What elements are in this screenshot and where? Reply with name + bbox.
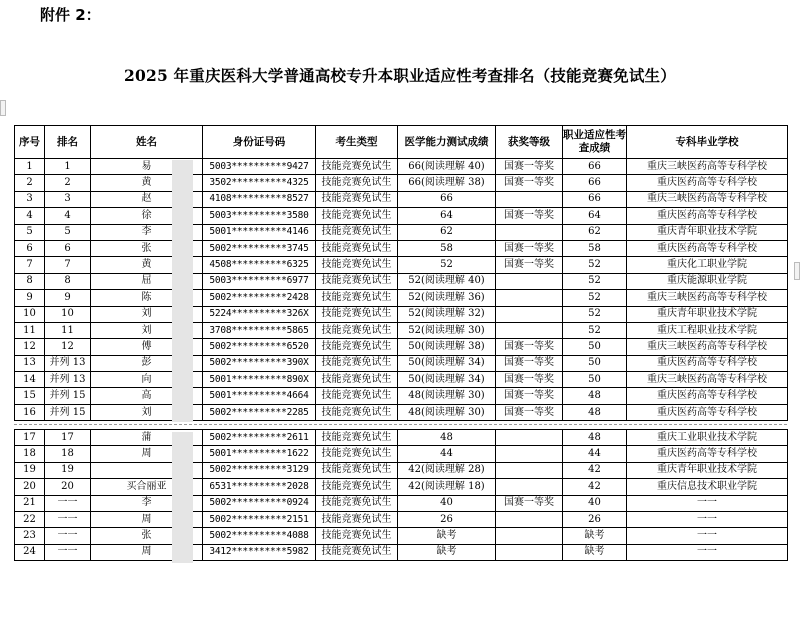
cell-name: 彭	[91, 355, 203, 371]
cell-id-number: 4108**********8527	[203, 191, 316, 207]
cell-college: 重庆青年职业技术学院	[627, 306, 788, 322]
table-row	[15, 355, 788, 371]
cell-medical-test-score: 42(阅读理解 28)	[398, 462, 496, 478]
cell-award-level	[496, 290, 563, 306]
cell-id-number: 4508**********6325	[203, 257, 316, 273]
cell-college: 重庆三峡医药高等专科学校	[627, 339, 788, 355]
cell-candidate-type: 技能竞赛免试生	[316, 355, 398, 371]
cell-candidate-type: 技能竞赛免试生	[316, 257, 398, 273]
table-handle-left[interactable]	[0, 100, 6, 116]
cell-index: 11	[15, 322, 45, 338]
cell-rank: 并列 13	[45, 355, 91, 371]
cell-name: 张	[91, 240, 203, 256]
cell-name: 傅	[91, 339, 203, 355]
cell-id-number: 6531**********2028	[203, 479, 316, 495]
table-row	[15, 273, 788, 289]
cell-candidate-type: 技能竞赛免试生	[316, 544, 398, 560]
cell-college: 重庆医药高等专科学校	[627, 355, 788, 371]
cell-award-level: 国赛一等奖	[496, 388, 563, 404]
cell-vocational-score: 48	[563, 430, 627, 446]
cell-id-number: 5002**********2285	[203, 404, 316, 420]
cell-college: 一一	[627, 511, 788, 527]
table-row	[15, 159, 788, 175]
cell-award-level: 国赛一等奖	[496, 339, 563, 355]
cell-vocational-score: 缺考	[563, 544, 627, 560]
cell-candidate-type: 技能竞赛免试生	[316, 495, 398, 511]
cell-award-level: 国赛一等奖	[496, 175, 563, 191]
cell-candidate-type: 技能竞赛免试生	[316, 240, 398, 256]
cell-index: 7	[15, 257, 45, 273]
cell-award-level: 国赛一等奖	[496, 159, 563, 175]
cell-award-level: 国赛一等奖	[496, 208, 563, 224]
header-college: 专科毕业学校	[627, 126, 788, 159]
cell-index: 16	[15, 404, 45, 420]
cell-id-number: 3708**********5865	[203, 322, 316, 338]
table-row	[15, 404, 788, 420]
cell-award-level: 国赛一等奖	[496, 372, 563, 388]
cell-medical-test-score: 缺考	[398, 544, 496, 560]
cell-index: 17	[15, 430, 45, 446]
cell-vocational-score: 42	[563, 479, 627, 495]
cell-college: 重庆三峡医药高等专科学校	[627, 290, 788, 306]
cell-college: 重庆医药高等专科学校	[627, 240, 788, 256]
cell-rank: 11	[45, 322, 91, 338]
cell-college: 重庆医药高等专科学校	[627, 404, 788, 420]
cell-candidate-type: 技能竞赛免试生	[316, 322, 398, 338]
cell-medical-test-score: 66(阅读理解 38)	[398, 175, 496, 191]
cell-award-level: 国赛一等奖	[496, 240, 563, 256]
cell-college: 重庆医药高等专科学校	[627, 446, 788, 462]
cell-medical-test-score: 62	[398, 224, 496, 240]
cell-award-level	[496, 306, 563, 322]
cell-vocational-score: 50	[563, 355, 627, 371]
cell-name: 黄	[91, 257, 203, 273]
table-row	[15, 495, 788, 511]
cell-index: 5	[15, 224, 45, 240]
table-row	[15, 446, 788, 462]
cell-candidate-type: 技能竞赛免试生	[316, 175, 398, 191]
cell-vocational-score: 48	[563, 404, 627, 420]
cell-college: 重庆医药高等专科学校	[627, 208, 788, 224]
cell-medical-test-score: 50(阅读理解 34)	[398, 372, 496, 388]
cell-name: 刘	[91, 322, 203, 338]
cell-name: 李	[91, 224, 203, 240]
cell-index: 8	[15, 273, 45, 289]
table-row	[15, 306, 788, 322]
header-name: 姓名	[91, 126, 203, 159]
cell-candidate-type: 技能竞赛免试生	[316, 339, 398, 355]
cell-candidate-type: 技能竞赛免试生	[316, 306, 398, 322]
cell-vocational-score: 52	[563, 290, 627, 306]
cell-id-number: 5002**********6520	[203, 339, 316, 355]
header-rank: 排名	[45, 126, 91, 159]
cell-candidate-type: 技能竞赛免试生	[316, 430, 398, 446]
table-row	[15, 388, 788, 404]
cell-name: 李	[91, 495, 203, 511]
cell-candidate-type: 技能竞赛免试生	[316, 511, 398, 527]
cell-award-level	[496, 544, 563, 560]
cell-name: 屈	[91, 273, 203, 289]
cell-index: 18	[15, 446, 45, 462]
cell-name: 张	[91, 528, 203, 544]
cell-rank: 1	[45, 159, 91, 175]
cell-award-level	[496, 273, 563, 289]
cell-vocational-score: 58	[563, 240, 627, 256]
cell-name: 周	[91, 446, 203, 462]
name-redaction-block	[172, 160, 193, 422]
cell-id-number: 5001**********4146	[203, 224, 316, 240]
cell-medical-test-score: 58	[398, 240, 496, 256]
cell-rank: 一一	[45, 528, 91, 544]
page-scroll-handle[interactable]	[794, 262, 800, 280]
header-award-level: 获奖等级	[496, 126, 563, 159]
cell-vocational-score: 52	[563, 257, 627, 273]
cell-id-number: 5002**********390X	[203, 355, 316, 371]
cell-candidate-type: 技能竞赛免试生	[316, 446, 398, 462]
cell-id-number: 5001**********1622	[203, 446, 316, 462]
cell-index: 2	[15, 175, 45, 191]
name-redaction-block	[172, 432, 193, 563]
cell-medical-test-score: 26	[398, 511, 496, 527]
cell-college: 重庆工业职业技术学院	[627, 430, 788, 446]
cell-college: 一一	[627, 528, 788, 544]
cell-index: 6	[15, 240, 45, 256]
cell-candidate-type: 技能竞赛免试生	[316, 479, 398, 495]
table-row	[15, 322, 788, 338]
cell-college: 重庆工程职业技术学院	[627, 322, 788, 338]
cell-rank: 9	[45, 290, 91, 306]
table-header-row	[15, 126, 788, 159]
table-row	[15, 257, 788, 273]
cell-medical-test-score: 50(阅读理解 34)	[398, 355, 496, 371]
cell-award-level: 国赛一等奖	[496, 257, 563, 273]
cell-name: 赵	[91, 191, 203, 207]
cell-college: 重庆医药高等专科学校	[627, 388, 788, 404]
cell-index: 23	[15, 528, 45, 544]
cell-index: 15	[15, 388, 45, 404]
cell-id-number: 5003**********6977	[203, 273, 316, 289]
table-row	[15, 191, 788, 207]
cell-rank: 一一	[45, 511, 91, 527]
cell-id-number: 5224**********326X	[203, 306, 316, 322]
cell-id-number: 5002**********3129	[203, 462, 316, 478]
cell-name: 陈	[91, 290, 203, 306]
cell-medical-test-score: 50(阅读理解 38)	[398, 339, 496, 355]
cell-name: 刘	[91, 306, 203, 322]
cell-id-number: 3502**********4325	[203, 175, 316, 191]
header-id-number: 身份证号码	[203, 126, 316, 159]
cell-medical-test-score: 48(阅读理解 30)	[398, 404, 496, 420]
cell-vocational-score: 50	[563, 372, 627, 388]
cell-vocational-score: 66	[563, 175, 627, 191]
attachment-label: 附件 2：	[40, 6, 101, 24]
cell-id-number: 5002**********4088	[203, 528, 316, 544]
cell-rank: 17	[45, 430, 91, 446]
cell-id-number: 5002**********2151	[203, 511, 316, 527]
cell-index: 10	[15, 306, 45, 322]
cell-medical-test-score: 52	[398, 257, 496, 273]
cell-medical-test-score: 44	[398, 446, 496, 462]
cell-index: 13	[15, 355, 45, 371]
page-break-divider	[14, 424, 787, 425]
cell-candidate-type: 技能竞赛免试生	[316, 224, 398, 240]
cell-rank: 20	[45, 479, 91, 495]
table-row	[15, 372, 788, 388]
cell-index: 20	[15, 479, 45, 495]
cell-medical-test-score: 52(阅读理解 36)	[398, 290, 496, 306]
cell-vocational-score: 缺考	[563, 528, 627, 544]
cell-college: 重庆化工职业学院	[627, 257, 788, 273]
cell-vocational-score: 40	[563, 495, 627, 511]
cell-vocational-score: 48	[563, 388, 627, 404]
cell-index: 21	[15, 495, 45, 511]
cell-id-number: 5003**********3580	[203, 208, 316, 224]
cell-vocational-score: 62	[563, 224, 627, 240]
cell-medical-test-score: 64	[398, 208, 496, 224]
cell-award-level	[496, 191, 563, 207]
cell-vocational-score: 50	[563, 339, 627, 355]
header-index: 序号	[15, 126, 45, 159]
cell-medical-test-score: 66(阅读理解 40)	[398, 159, 496, 175]
header-candidate-type: 考生类型	[316, 126, 398, 159]
cell-candidate-type: 技能竞赛免试生	[316, 191, 398, 207]
cell-rank: 一一	[45, 544, 91, 560]
cell-name: 向	[91, 372, 203, 388]
cell-college: 重庆青年职业技术学院	[627, 462, 788, 478]
cell-name: 刘	[91, 404, 203, 420]
cell-candidate-type: 技能竞赛免试生	[316, 208, 398, 224]
cell-award-level: 国赛一等奖	[496, 495, 563, 511]
cell-name: 周	[91, 544, 203, 560]
cell-college: 重庆青年职业技术学院	[627, 224, 788, 240]
cell-rank: 19	[45, 462, 91, 478]
table-row	[15, 290, 788, 306]
cell-rank: 并列 15	[45, 404, 91, 420]
document-title: 2025 年重庆医科大学普通高校专升本职业适应性考查排名（技能竞赛免试生）	[124, 66, 676, 85]
table-row	[15, 224, 788, 240]
ranking-table-part-1	[14, 125, 788, 421]
table-row	[15, 430, 788, 446]
cell-index: 24	[15, 544, 45, 560]
cell-rank: 5	[45, 224, 91, 240]
cell-vocational-score: 26	[563, 511, 627, 527]
header-medical-test-score: 医学能力测试成绩	[398, 126, 496, 159]
cell-candidate-type: 技能竞赛免试生	[316, 290, 398, 306]
table-row	[15, 511, 788, 527]
cell-vocational-score: 52	[563, 273, 627, 289]
cell-id-number: 3412**********5982	[203, 544, 316, 560]
cell-medical-test-score: 48	[398, 430, 496, 446]
cell-index: 14	[15, 372, 45, 388]
cell-medical-test-score: 52(阅读理解 30)	[398, 322, 496, 338]
cell-candidate-type: 技能竞赛免试生	[316, 404, 398, 420]
table-row	[15, 208, 788, 224]
cell-medical-test-score: 52(阅读理解 32)	[398, 306, 496, 322]
cell-index: 19	[15, 462, 45, 478]
cell-vocational-score: 52	[563, 306, 627, 322]
cell-id-number: 5002**********3745	[203, 240, 316, 256]
cell-rank: 2	[45, 175, 91, 191]
cell-id-number: 5001**********890X	[203, 372, 316, 388]
cell-rank: 10	[45, 306, 91, 322]
ranking-table-part-2	[14, 429, 788, 561]
cell-rank: 6	[45, 240, 91, 256]
cell-award-level	[496, 479, 563, 495]
cell-name: 易	[91, 159, 203, 175]
cell-name: 周	[91, 511, 203, 527]
cell-college: 重庆能源职业学院	[627, 273, 788, 289]
cell-candidate-type: 技能竞赛免试生	[316, 159, 398, 175]
cell-vocational-score: 66	[563, 159, 627, 175]
cell-college: 一一	[627, 544, 788, 560]
cell-candidate-type: 技能竞赛免试生	[316, 462, 398, 478]
cell-index: 22	[15, 511, 45, 527]
cell-medical-test-score: 缺考	[398, 528, 496, 544]
table-row	[15, 339, 788, 355]
cell-medical-test-score: 48(阅读理解 30)	[398, 388, 496, 404]
cell-medical-test-score: 66	[398, 191, 496, 207]
cell-index: 12	[15, 339, 45, 355]
cell-index: 1	[15, 159, 45, 175]
cell-id-number: 5002**********2428	[203, 290, 316, 306]
cell-award-level	[496, 462, 563, 478]
cell-rank: 一一	[45, 495, 91, 511]
cell-vocational-score: 64	[563, 208, 627, 224]
cell-rank: 4	[45, 208, 91, 224]
cell-id-number: 5001**********4664	[203, 388, 316, 404]
cell-award-level	[496, 224, 563, 240]
cell-name: 买合丽亚	[91, 479, 203, 495]
cell-award-level	[496, 528, 563, 544]
cell-candidate-type: 技能竞赛免试生	[316, 273, 398, 289]
cell-award-level: 国赛一等奖	[496, 404, 563, 420]
cell-rank: 8	[45, 273, 91, 289]
cell-id-number: 5002**********0924	[203, 495, 316, 511]
cell-candidate-type: 技能竞赛免试生	[316, 388, 398, 404]
cell-index: 4	[15, 208, 45, 224]
table-row	[15, 479, 788, 495]
cell-award-level: 国赛一等奖	[496, 355, 563, 371]
cell-college: 重庆三峡医药高等专科学校	[627, 372, 788, 388]
cell-college: 重庆三峡医药高等专科学校	[627, 191, 788, 207]
cell-name: 蒲	[91, 430, 203, 446]
header-vocational-score: 职业适应性考查成绩	[563, 126, 627, 159]
cell-college: 重庆三峡医药高等专科学校	[627, 159, 788, 175]
cell-college: 一一	[627, 495, 788, 511]
cell-vocational-score: 52	[563, 322, 627, 338]
cell-rank: 18	[45, 446, 91, 462]
cell-rank: 并列 13	[45, 372, 91, 388]
table-row	[15, 175, 788, 191]
cell-award-level	[496, 322, 563, 338]
cell-name: 黄	[91, 175, 203, 191]
table-row	[15, 544, 788, 560]
cell-rank: 3	[45, 191, 91, 207]
cell-name: 高	[91, 388, 203, 404]
cell-award-level	[496, 446, 563, 462]
cell-rank: 7	[45, 257, 91, 273]
table-row	[15, 528, 788, 544]
table-row	[15, 462, 788, 478]
cell-medical-test-score: 42(阅读理解 18)	[398, 479, 496, 495]
cell-award-level	[496, 430, 563, 446]
cell-vocational-score: 42	[563, 462, 627, 478]
cell-medical-test-score: 52(阅读理解 40)	[398, 273, 496, 289]
cell-index: 3	[15, 191, 45, 207]
cell-id-number: 5003**********9427	[203, 159, 316, 175]
cell-index: 9	[15, 290, 45, 306]
cell-rank: 并列 15	[45, 388, 91, 404]
cell-name: 徐	[91, 208, 203, 224]
cell-vocational-score: 66	[563, 191, 627, 207]
cell-medical-test-score: 40	[398, 495, 496, 511]
cell-award-level	[496, 511, 563, 527]
cell-college: 重庆医药高等专科学校	[627, 175, 788, 191]
cell-vocational-score: 44	[563, 446, 627, 462]
table-row	[15, 240, 788, 256]
cell-rank: 12	[45, 339, 91, 355]
cell-id-number: 5002**********2611	[203, 430, 316, 446]
cell-candidate-type: 技能竞赛免试生	[316, 372, 398, 388]
cell-candidate-type: 技能竞赛免试生	[316, 528, 398, 544]
cell-college: 重庆信息技术职业学院	[627, 479, 788, 495]
